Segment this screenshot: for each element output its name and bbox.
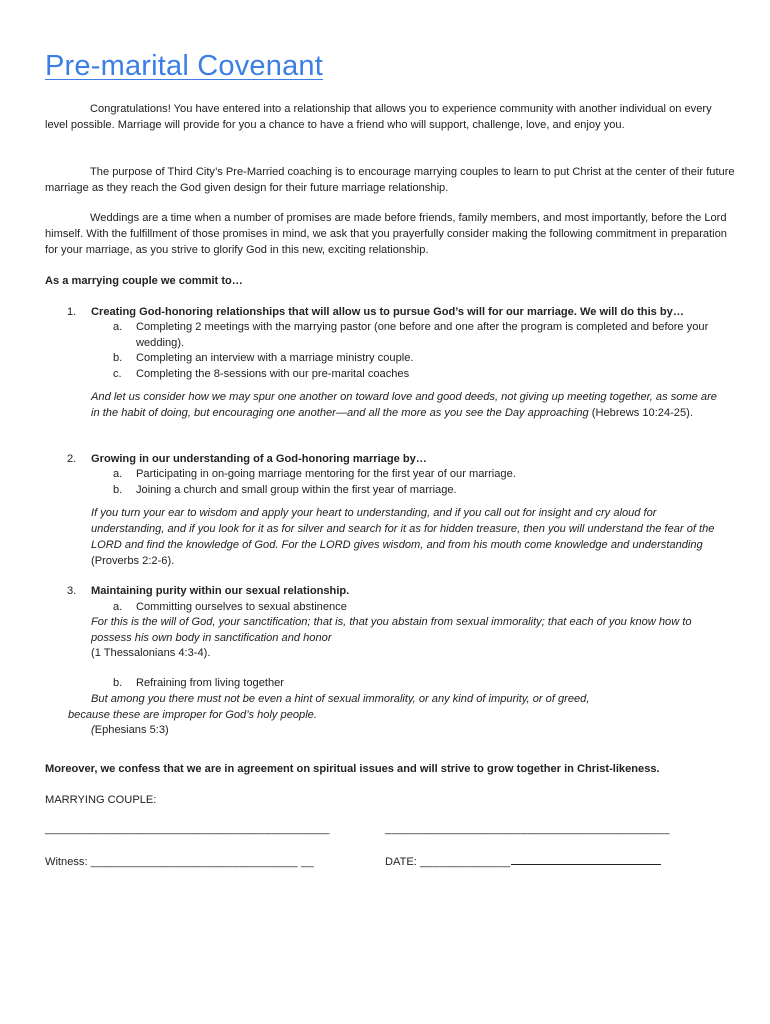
sub-letter: a. [113, 321, 123, 333]
scripture-text: And let us consider how we may spur one another on toward love and good deeds, not giving up meeting together, as some are in the habit of doing, but encouraging one another—and all the more as you see the Day approaching [91, 391, 717, 419]
page-title: Pre-marital Covenant [45, 50, 323, 82]
sub-letter: a. [113, 601, 123, 613]
commit-heading: As a marrying couple we commit to… [45, 275, 243, 287]
couple-signature-line-right[interactable]: ____________________________________________ [385, 823, 670, 835]
intro-paragraph-1 [45, 101, 735, 133]
sub-item-text: Completing 2 meetings with the marrying pastor (one before and one after the program is completed and before your wedding). [136, 321, 709, 349]
item-heading: Growing in our understanding of a God-honoring marriage by… [91, 453, 427, 465]
sub-letter: b. [113, 677, 123, 689]
intro-text-3: Weddings are a time when a number of promises are made before friends, family members, and most importantly, before the Lord himself. With the fulfillment of those promises in mind, we ask that you prayerfully consider making the following commitment in preparation for your marriage, as you strive to glorify God in this new, exciting relationship. [45, 212, 727, 256]
scripture-reference-text: Ephesians 5:3) [94, 724, 169, 736]
scripture-reference-paren: ( [91, 724, 95, 736]
sub-item-text: Completing the 8-sessions with our pre-marital coaches [136, 368, 410, 380]
scripture-reference [91, 722, 169, 738]
scripture-reference: (1 Thessalonians 4:3-4). [91, 647, 211, 659]
scripture-reference: (Hebrews 10:24-25). [588, 407, 693, 419]
scripture-reference: (Proverbs 2:2-6). [91, 555, 175, 567]
witness-label: Witness: [45, 856, 88, 868]
item-number: 1. [67, 306, 77, 318]
item-number: 3. [67, 585, 77, 597]
witness-signature-line[interactable]: ________________________________ __ [90, 856, 314, 868]
sub-letter: b. [113, 352, 123, 364]
intro-text-1: Congratulations! You have entered into a relationship that allows you to experience community with another individual on every level possible. Marriage will provide for you a chance to have a friend who will support, challenge, love, and enjoy you. [45, 103, 712, 131]
item-heading: Creating God-honoring relationships that will allow us to pursue God’s will for our marriage. We will do this by… [91, 306, 684, 318]
item-number: 2. [67, 453, 77, 465]
date-label: DATE: [385, 856, 417, 868]
intro-paragraph-2 [45, 164, 735, 196]
scripture-text: If you turn your ear to wisdom and apply your heart to understanding, and if you call out for insight and cry aloud for understanding, and if you look for it as for silver and search for it as for hidden treasure, then you will understand the fear of the LORD and find the knowledge of God. For the LORD gives wisdom, and from his mouth come knowledge and understanding [91, 507, 715, 551]
sub-letter: b. [113, 484, 123, 496]
scripture-quote [91, 505, 721, 569]
date-line-solid[interactable] [511, 854, 661, 865]
intro-paragraph-3 [45, 210, 735, 258]
sub-item-text: Refraining from living together [136, 677, 284, 689]
sub-item-text: Completing an interview with a marriage ministry couple. [136, 352, 414, 364]
sub-letter: c. [113, 368, 122, 380]
sub-item-text: Joining a church and small group within the first year of marriage. [136, 484, 457, 496]
couple-label: MARRYING COUPLE: [45, 794, 157, 806]
scripture-text: But among you there must not be even a hint of sexual immorality, or any kind of impurity, or of greed, [91, 693, 590, 705]
couple-signature-line-left[interactable]: ____________________________________________ [45, 823, 330, 835]
witness-row [45, 854, 314, 870]
scripture-text: because these are improper for God’s holy people. [68, 709, 317, 721]
scripture-text: For this is the will of God, your sanctification; that is, that you abstain from sexual immorality; that each of you know how to possess his own body in sanctification and honor [91, 616, 692, 644]
date-line-dashed[interactable]: ______________ [419, 856, 511, 868]
scripture-quote [91, 389, 721, 421]
sub-letter: a. [113, 468, 123, 480]
date-row [385, 854, 661, 870]
confession-statement: Moreover, we confess that we are in agreement on spiritual issues and will strive to grow together in Christ-likeness. [45, 763, 660, 775]
sub-item-text: Committing ourselves to sexual abstinence [136, 601, 347, 613]
item-heading: Maintaining purity within our sexual relationship. [91, 585, 350, 597]
intro-text-2: The purpose of Third City’s Pre-Married coaching is to encourage marrying couples to learn to put Christ at the center of their future marriage as they reach the God given design for their future marriage relationship. [45, 166, 735, 194]
sub-item-text: Participating in on-going marriage mentoring for the first year of our marriage. [136, 468, 516, 480]
